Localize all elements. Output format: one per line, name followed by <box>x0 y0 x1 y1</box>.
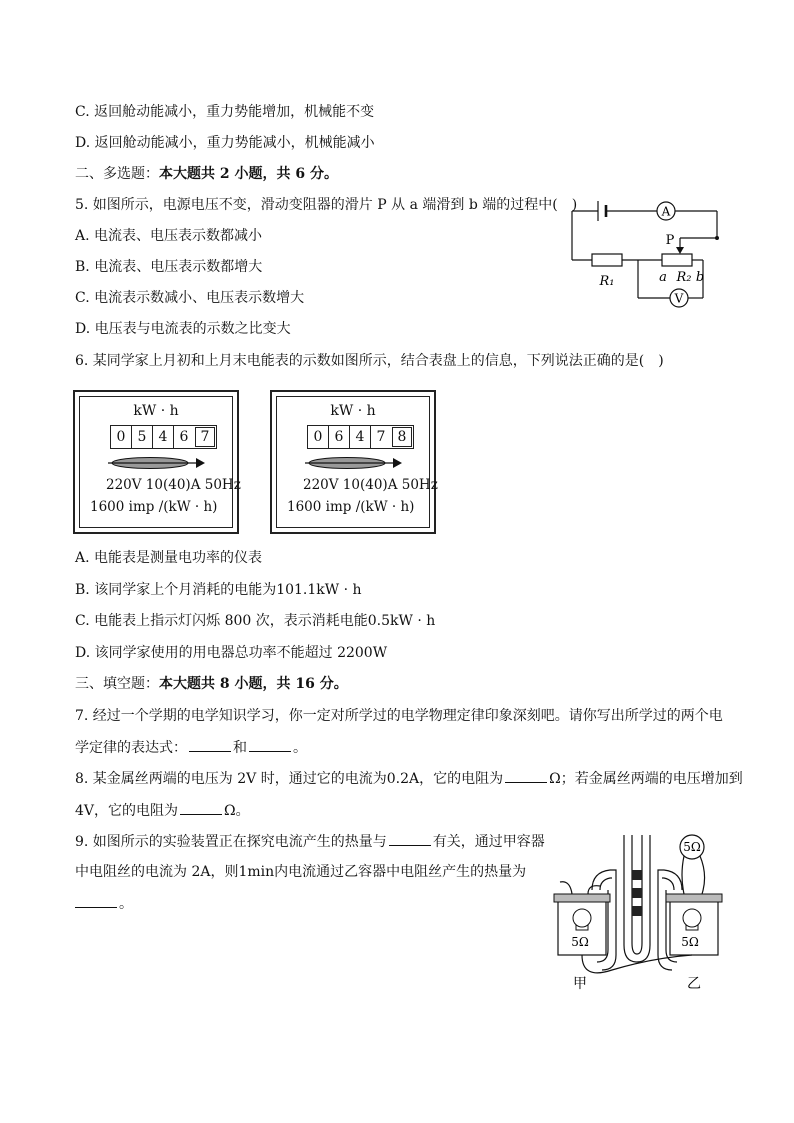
resistor-r1 <box>592 254 622 266</box>
energy-meter-start <box>73 390 239 534</box>
q7-text-a: 学定律的表达式： <box>75 740 187 756</box>
terminal-a-label: a <box>659 270 667 285</box>
section-heading-prefix: 二、多选题： <box>75 166 159 182</box>
circuit-diagram <box>560 195 730 310</box>
meter-digits <box>307 425 414 449</box>
answer-blank[interactable] <box>75 893 117 908</box>
q8-line-2 <box>75 800 250 821</box>
junction-dot <box>715 236 719 240</box>
q5-option-d: D. 电压表与电流表的示数之比变大 <box>75 321 291 337</box>
q9-text-b: 有关，通过甲容器 <box>432 834 545 850</box>
q9-line-1 <box>75 831 545 852</box>
resistor-r1-label: R₁ <box>599 274 615 289</box>
meter-digit: 4 <box>152 426 173 448</box>
slider-label: P <box>665 233 675 248</box>
container-yi-lid <box>666 894 722 902</box>
answer-blank[interactable] <box>189 737 231 752</box>
meter-decimal-digit: 8 <box>392 427 412 447</box>
q7-text-c: 。 <box>293 740 307 756</box>
meter-digit: 0 <box>313 429 323 445</box>
meter-digit: 5 <box>131 426 152 448</box>
meter-digits <box>110 425 217 449</box>
meter-impulse-constant: 1600 imp /(kW · h) <box>90 499 218 515</box>
q6-option-d: D. 该同学家使用的用电器总功率不能超过 2200W <box>75 645 388 661</box>
q8-text-a: 8. 某金属丝两端的电压为 2V 时，通过它的电流为0.2A，它的电阻为 <box>75 771 504 787</box>
q9-text-a: 9. 如图所示的实验装置正在探究电流产生的热量与 <box>75 834 387 850</box>
q9-line-2: 中电阻丝的电流为 2A，则1min内电流通过乙容器中电阻丝产生的热量为 <box>75 864 527 880</box>
meter-rating: 220V 10(40)A 50Hz <box>106 477 241 493</box>
ammeter-label: A <box>661 204 671 219</box>
meter-digit: 6 <box>328 426 349 448</box>
meter-digit: 0 <box>116 429 126 445</box>
answer-blank[interactable] <box>389 831 431 846</box>
joule-heating-apparatus <box>552 830 724 1000</box>
yi-resistance-label: 5Ω <box>681 935 699 949</box>
q9-line-3 <box>75 893 133 914</box>
q8-text-d: Ω。 <box>224 803 250 819</box>
voltmeter-label: V <box>674 291 684 306</box>
q8-line-1 <box>75 768 743 789</box>
q5-option-a: A. 电流表、电压表示数都减小 <box>75 228 263 244</box>
container-jia-lid <box>554 894 610 902</box>
meter-unit: kW · h <box>133 403 179 419</box>
meter-impulse-constant: 1600 imp /(kW · h) <box>287 499 415 515</box>
answer-blank[interactable] <box>505 768 547 783</box>
q4-option-c: C. 返回舱动能减小，重力势能增加，机械能不变 <box>75 104 375 120</box>
energy-meter-end <box>270 390 436 534</box>
meter-unit: kW · h <box>330 403 376 419</box>
meter-panel <box>79 396 241 528</box>
section-heading-3 <box>75 674 348 694</box>
label-jia: 甲 <box>573 976 587 992</box>
q6-stem: 6. 某同学家上月初和上月末电能表的示数如图所示，结合表盘上的信息，下列说法正确的是( ) <box>75 353 664 369</box>
rheostat-r2 <box>662 254 692 266</box>
terminal-b-label: b <box>695 270 705 285</box>
q5-option-c: C. 电流表示数减小、电压表示数增大 <box>75 290 305 306</box>
meter-disk-arrow-icon <box>106 453 206 473</box>
section-heading-prefix: 三、填空题： <box>75 676 159 692</box>
answer-blank[interactable] <box>249 737 291 752</box>
q7-text-b: 和 <box>233 740 247 756</box>
resistor-r2-label: R₂ <box>676 270 692 285</box>
section-heading-info: 本大题共 2 小题，共 6 分。 <box>159 166 338 182</box>
q7-line-1: 7. 经过一个学期的电学知识学习，你一定对所学过的电学物理定律印象深刻吧。请你写出所学过的两个电 <box>75 708 723 724</box>
answer-blank[interactable] <box>180 800 222 815</box>
q5-option-b: B. 电流表、电压表示数都增大 <box>75 259 263 275</box>
meter-digit: 6 <box>173 426 194 448</box>
q4-option-d: D. 返回舱动能减小，重力势能减小，机械能减小 <box>75 135 375 151</box>
q6-option-c: C. 电能表上指示灯闪烁 800 次，表示消耗电能0.5kW · h <box>75 613 436 629</box>
section-heading-2 <box>75 164 338 184</box>
q8-text-b: Ω；若金属丝两端的电压增加到 <box>549 771 743 787</box>
meter-rating: 220V 10(40)A 50Hz <box>303 477 438 493</box>
q6-option-a: A. 电能表是测量电功率的仪表 <box>75 550 263 566</box>
q8-text-c: 4V，它的电阻为 <box>75 803 179 819</box>
section-heading-info: 本大题共 8 小题，共 16 分。 <box>159 676 348 692</box>
slider-arrow-icon <box>676 247 684 254</box>
meter-decimal-digit: 7 <box>195 427 215 447</box>
meter-panel <box>276 396 438 528</box>
meter-disk-arrow-icon <box>303 453 403 473</box>
q7-line-2 <box>75 737 307 758</box>
q5-stem: 5. 如图所示，电源电压不变，滑动变阻器的滑片 P 从 a 端滑到 b 端的过程中( ) <box>75 197 578 213</box>
external-resistance-label: 5Ω <box>683 840 701 854</box>
label-yi: 乙 <box>687 976 701 992</box>
q9-text-c: 。 <box>119 896 133 912</box>
meter-digit: 7 <box>370 426 391 448</box>
meter-digit: 4 <box>349 426 370 448</box>
q6-option-b: B. 该同学家上个月消耗的电能为101.1kW · h <box>75 582 362 598</box>
jia-resistance-label: 5Ω <box>571 935 589 949</box>
